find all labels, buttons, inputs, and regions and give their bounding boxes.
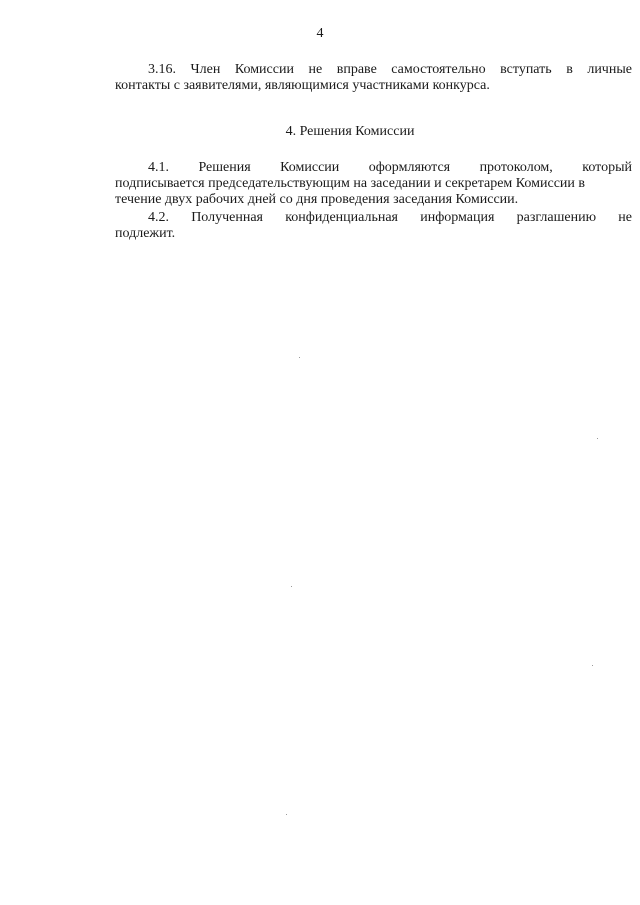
word: самостоятельно [391,62,486,77]
word: не [308,62,323,77]
paragraph-4-1 [115,160,632,208]
paragraph-line [115,160,632,176]
section-heading: 4. Решения Комиссии [285,124,415,139]
word: который [582,160,632,175]
word: 4.1. [148,160,169,175]
word: вправе [336,62,377,77]
word: Член [190,62,221,77]
page-number: 4 [316,26,324,41]
word: личные [587,62,632,77]
scan-speck [592,665,593,666]
scan-speck [299,357,300,358]
paragraph-line: течение двух рабочих дней со дня проведения заседания Комиссии. [115,192,519,207]
word: Полученная [191,210,263,225]
word: Комиссии [234,62,294,77]
paragraph-line [115,210,632,226]
word: не [618,210,632,225]
paragraph-3-16 [115,62,632,94]
word: Комиссии [280,160,340,175]
scan-speck [291,586,292,587]
paragraph-line: подлежит. [115,226,176,241]
paragraph-line: подписывается председательствующим на заседании и секретарем Комиссии в [115,176,586,191]
word: протоколом, [479,160,553,175]
word: разглашению [516,210,597,225]
paragraph-line [115,62,632,78]
word: конфиденциальная [285,210,399,225]
scan-speck [597,438,598,439]
paragraph-4-2 [115,210,632,242]
word: информация [420,210,495,225]
word: Решения [198,160,251,175]
word: оформляются [368,160,451,175]
paragraph-line: контакты с заявителями, являющимися участниками конкурса. [115,78,490,93]
word: в [566,62,573,77]
scan-speck [286,814,287,815]
word: 4.2. [148,210,169,225]
word: 3.16. [148,62,176,77]
word: вступать [500,62,552,77]
